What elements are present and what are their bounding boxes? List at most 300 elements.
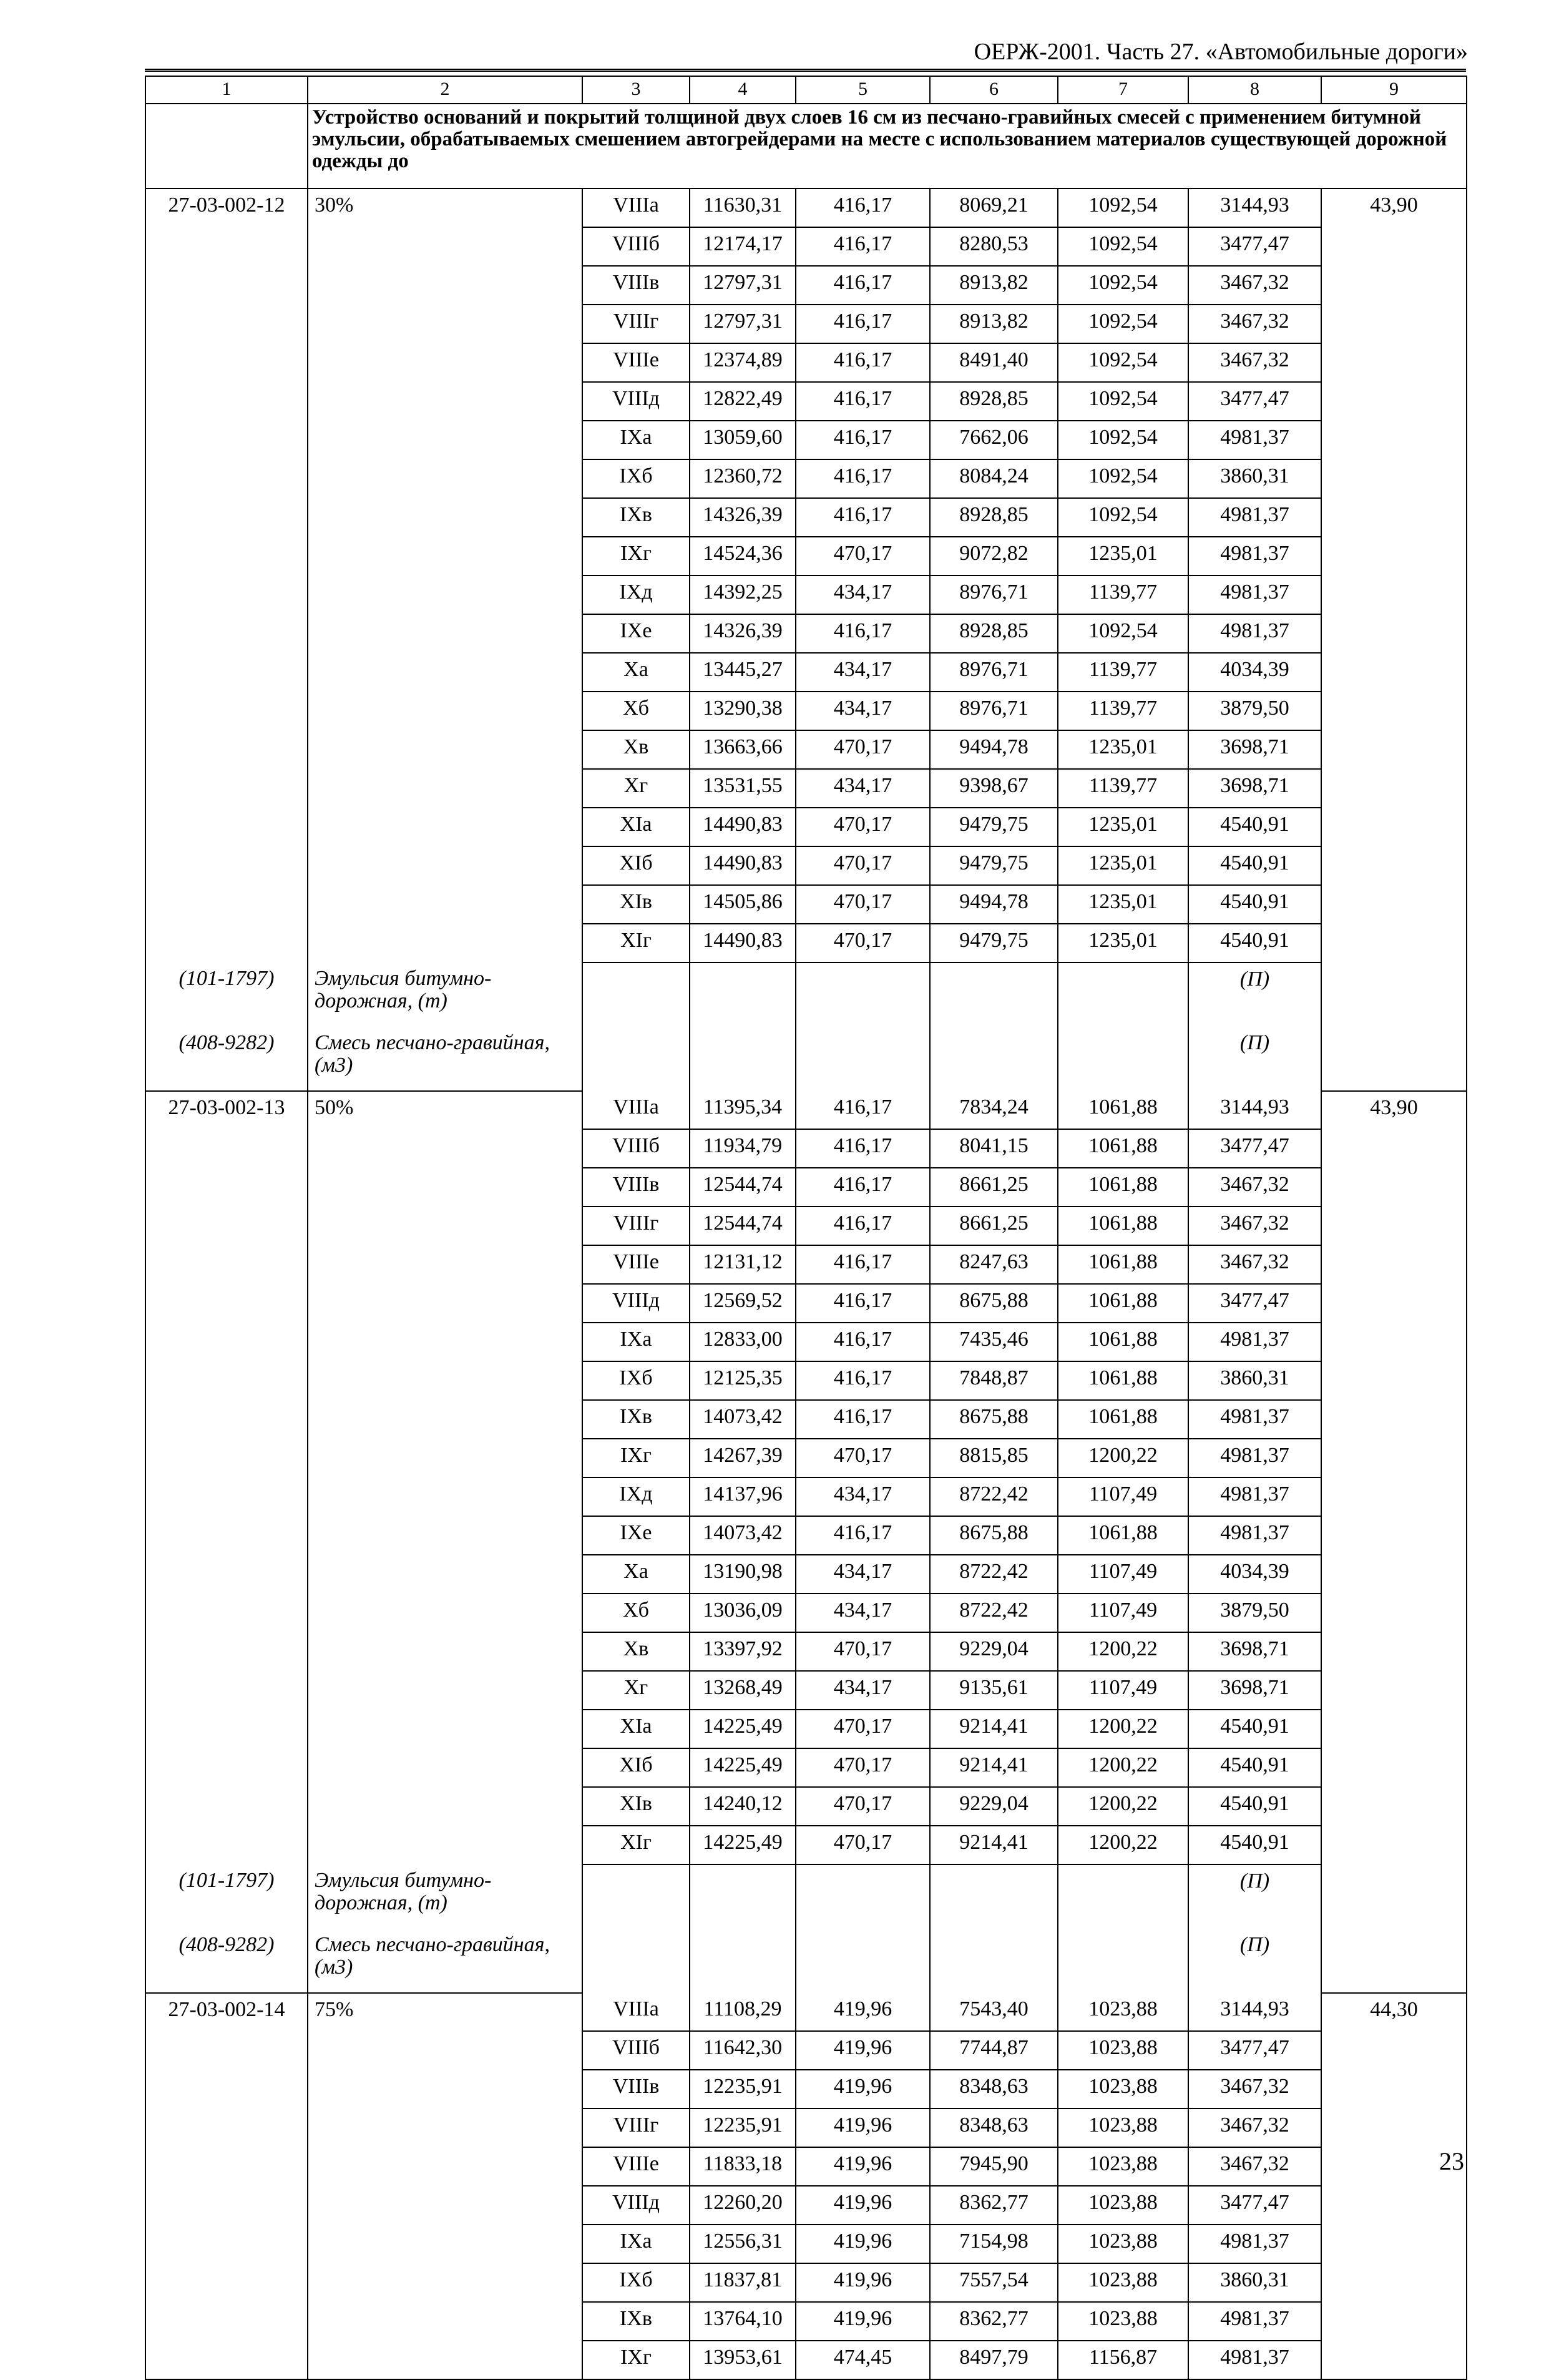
table-row [145, 459, 1467, 498]
empty-cell [308, 1439, 582, 1477]
materials-cost: 4034,39 [1188, 653, 1321, 692]
rate-code: 27-03-002-14 [145, 1993, 308, 2031]
empty-cell [145, 846, 308, 885]
empty-cell [308, 575, 582, 614]
worker-wages: 470,17 [796, 1787, 930, 1826]
machine-operation: 7543,40 [930, 1993, 1058, 2031]
region-code: VIIIб [582, 227, 690, 266]
total-cost: 12797,31 [690, 266, 796, 305]
empty-cell [145, 2263, 308, 2302]
materials-cost: 3144,93 [1188, 1091, 1321, 1129]
empty-cell [1321, 1284, 1467, 1323]
worker-wages: 416,17 [796, 1207, 930, 1245]
region-code: Xб [582, 692, 690, 730]
empty-cell [1321, 1129, 1467, 1168]
empty-cell [308, 653, 582, 692]
empty-cell [145, 459, 308, 498]
machinist-wages: 1061,88 [1058, 1091, 1188, 1129]
empty-cell [145, 2186, 308, 2225]
labor-hours: 44,30 [1321, 1993, 1467, 2031]
material-code: (101-1797) [145, 962, 308, 1027]
material-code: (101-1797) [145, 1864, 308, 1929]
region-code: VIIIа [582, 1091, 690, 1129]
worker-wages: 416,17 [796, 382, 930, 421]
empty-cell [1321, 1864, 1467, 1929]
materials-cost: 4540,91 [1188, 808, 1321, 846]
machinist-wages: 1023,88 [1058, 2186, 1188, 2225]
table-row [145, 227, 1467, 266]
empty-cell [145, 653, 308, 692]
total-cost: 12797,31 [690, 305, 796, 343]
materials-cost: 4981,37 [1188, 537, 1321, 575]
table-row [145, 808, 1467, 846]
material-name: Смесь песчано-гравийная, (м3) [308, 1929, 582, 1993]
material-name: Эмульсия битумно-дорожная, (т) [308, 962, 582, 1027]
empty-cell [308, 1168, 582, 1207]
empty-cell [145, 498, 308, 537]
region-code: IXе [582, 1516, 690, 1555]
worker-wages: 419,96 [796, 2108, 930, 2147]
machine-operation: 7744,87 [930, 2031, 1058, 2070]
region-code: XIв [582, 885, 690, 924]
region-code: Xг [582, 1671, 690, 1710]
empty-cell [1321, 1671, 1467, 1710]
worker-wages: 470,17 [796, 1826, 930, 1864]
machinist-wages: 1092,54 [1058, 189, 1188, 227]
machinist-wages: 1092,54 [1058, 421, 1188, 459]
empty-cell [308, 1400, 582, 1439]
total-cost: 14326,39 [690, 614, 796, 653]
worker-wages: 416,17 [796, 498, 930, 537]
table-row [145, 2341, 1467, 2379]
material-quantity: (П) [1188, 1864, 1321, 1929]
material-row [145, 962, 1467, 1027]
empty-cell [308, 1284, 582, 1323]
empty-cell [308, 498, 582, 537]
total-cost: 14490,83 [690, 808, 796, 846]
worker-wages: 416,17 [796, 1516, 930, 1555]
total-cost: 14137,96 [690, 1477, 796, 1516]
materials-cost: 3477,47 [1188, 1129, 1321, 1168]
machine-operation: 9494,78 [930, 730, 1058, 769]
empty-cell [1321, 1787, 1467, 1826]
empty-cell [145, 2302, 308, 2341]
column-number-row [145, 76, 1467, 104]
machine-operation: 7848,87 [930, 1361, 1058, 1400]
machinist-wages: 1235,01 [1058, 885, 1188, 924]
region-code: VIIIб [582, 2031, 690, 2070]
rate-name: 50% [308, 1091, 582, 1129]
empty-cell [145, 730, 308, 769]
region-code: IXб [582, 2263, 690, 2302]
table-row [145, 846, 1467, 885]
section-title-spacer [145, 104, 308, 189]
labor-hours: 43,90 [1321, 1091, 1467, 1129]
machinist-wages: 1023,88 [1058, 2147, 1188, 2186]
machine-operation: 8928,85 [930, 614, 1058, 653]
empty-cell [308, 2108, 582, 2147]
materials-cost: 3879,50 [1188, 1594, 1321, 1632]
empty-cell [582, 1027, 690, 1091]
empty-cell [308, 2070, 582, 2108]
region-code: VIIIв [582, 266, 690, 305]
total-cost: 14326,39 [690, 498, 796, 537]
column-number: 9 [1321, 76, 1467, 104]
labor-hours: 43,90 [1321, 189, 1467, 227]
empty-cell [1321, 2070, 1467, 2108]
empty-cell [145, 885, 308, 924]
machinist-wages: 1235,01 [1058, 537, 1188, 575]
empty-cell [308, 2302, 582, 2341]
materials-cost: 4981,37 [1188, 614, 1321, 653]
table-row [145, 692, 1467, 730]
machinist-wages: 1200,22 [1058, 1439, 1188, 1477]
column-number: 2 [308, 76, 582, 104]
empty-cell [145, 1671, 308, 1710]
region-code: Xв [582, 730, 690, 769]
material-quantity: (П) [1188, 1027, 1321, 1091]
worker-wages: 419,96 [796, 2302, 930, 2341]
worker-wages: 434,17 [796, 1555, 930, 1594]
empty-cell [145, 2070, 308, 2108]
empty-cell [1058, 1929, 1188, 1993]
materials-cost: 3144,93 [1188, 189, 1321, 227]
empty-cell [308, 1323, 582, 1361]
machinist-wages: 1023,88 [1058, 2302, 1188, 2341]
region-code: VIIIе [582, 2147, 690, 2186]
empty-cell [308, 459, 582, 498]
empty-cell [582, 962, 690, 1027]
region-code: XIа [582, 1710, 690, 1748]
empty-cell [145, 2341, 308, 2379]
machine-operation: 8491,40 [930, 343, 1058, 382]
empty-cell [308, 2341, 582, 2379]
empty-cell [308, 2031, 582, 2070]
empty-cell [308, 1361, 582, 1400]
empty-cell [145, 1323, 308, 1361]
region-code: Xв [582, 1632, 690, 1671]
machine-operation: 8722,42 [930, 1555, 1058, 1594]
empty-cell [145, 1748, 308, 1787]
machine-operation: 8661,25 [930, 1168, 1058, 1207]
total-cost: 14392,25 [690, 575, 796, 614]
worker-wages: 416,17 [796, 614, 930, 653]
machine-operation: 8815,85 [930, 1439, 1058, 1477]
empty-cell [145, 692, 308, 730]
machinist-wages: 1061,88 [1058, 1168, 1188, 1207]
empty-cell [308, 808, 582, 846]
worker-wages: 416,17 [796, 1400, 930, 1439]
empty-cell [145, 1632, 308, 1671]
materials-cost: 4981,37 [1188, 2302, 1321, 2341]
page-number: 23 [1439, 2147, 1464, 2175]
table-row [145, 614, 1467, 653]
machine-operation: 9229,04 [930, 1632, 1058, 1671]
worker-wages: 416,17 [796, 421, 930, 459]
machine-operation: 7557,54 [930, 2263, 1058, 2302]
region-code: VIIIб [582, 1129, 690, 1168]
table-row [145, 1091, 1467, 1129]
region-code: VIIIд [582, 382, 690, 421]
region-code: VIIIг [582, 2108, 690, 2147]
machine-operation: 8362,77 [930, 2186, 1058, 2225]
region-code: Xа [582, 1555, 690, 1594]
empty-cell [308, 614, 582, 653]
machine-operation: 9072,82 [930, 537, 1058, 575]
region-code: IXг [582, 2341, 690, 2379]
table-row [145, 1671, 1467, 1710]
empty-cell [145, 1555, 308, 1594]
total-cost: 12556,31 [690, 2225, 796, 2263]
machine-operation: 8280,53 [930, 227, 1058, 266]
worker-wages: 470,17 [796, 730, 930, 769]
region-code: XIв [582, 1787, 690, 1826]
section-title: Устройство оснований и покрытий толщиной двух слоев 16 см из песчано-гравийных смесей с применением битумной эмульсии, обрабатываемых смешением автогрейдерами на месте с использованием материалов существующей дорожной одежды до [308, 104, 1467, 189]
materials-cost: 3467,32 [1188, 1245, 1321, 1284]
machinist-wages: 1107,49 [1058, 1594, 1188, 1632]
region-code: IXв [582, 2302, 690, 2341]
empty-cell [1321, 2108, 1467, 2147]
total-cost: 12235,91 [690, 2070, 796, 2108]
worker-wages: 434,17 [796, 1671, 930, 1710]
empty-cell [308, 1245, 582, 1284]
machinist-wages: 1200,22 [1058, 1826, 1188, 1864]
machine-operation: 8913,82 [930, 305, 1058, 343]
materials-cost: 4540,91 [1188, 1787, 1321, 1826]
machinist-wages: 1092,54 [1058, 266, 1188, 305]
empty-cell [1321, 653, 1467, 692]
machinist-wages: 1139,77 [1058, 653, 1188, 692]
empty-cell [1321, 575, 1467, 614]
machinist-wages: 1107,49 [1058, 1671, 1188, 1710]
total-cost: 14267,39 [690, 1439, 796, 1477]
empty-cell [1321, 846, 1467, 885]
empty-cell [308, 1516, 582, 1555]
total-cost: 11630,31 [690, 189, 796, 227]
machine-operation: 9135,61 [930, 1671, 1058, 1710]
materials-cost: 3467,32 [1188, 305, 1321, 343]
table-row [145, 2302, 1467, 2341]
table-body [145, 76, 1467, 2379]
total-cost: 14073,42 [690, 1516, 796, 1555]
table-row [145, 2031, 1467, 2070]
empty-cell [1321, 305, 1467, 343]
worker-wages: 416,17 [796, 1129, 930, 1168]
materials-cost: 4981,37 [1188, 1516, 1321, 1555]
machinist-wages: 1061,88 [1058, 1207, 1188, 1245]
total-cost: 13059,60 [690, 421, 796, 459]
materials-cost: 3467,32 [1188, 266, 1321, 305]
total-cost: 14225,49 [690, 1826, 796, 1864]
worker-wages: 416,17 [796, 1091, 930, 1129]
table-row [145, 1826, 1467, 1864]
machinist-wages: 1023,88 [1058, 2263, 1188, 2302]
empty-cell [796, 1027, 930, 1091]
machinist-wages: 1092,54 [1058, 227, 1188, 266]
materials-cost: 4981,37 [1188, 2225, 1321, 2263]
empty-cell [308, 1710, 582, 1748]
total-cost: 12235,91 [690, 2108, 796, 2147]
materials-cost: 3467,32 [1188, 2108, 1321, 2147]
materials-cost: 4981,37 [1188, 1477, 1321, 1516]
empty-cell [1321, 1323, 1467, 1361]
materials-cost: 3698,71 [1188, 769, 1321, 808]
empty-cell [796, 1864, 930, 1929]
machinist-wages: 1023,88 [1058, 2225, 1188, 2263]
total-cost: 12833,00 [690, 1323, 796, 1361]
table-row [145, 885, 1467, 924]
machinist-wages: 1139,77 [1058, 769, 1188, 808]
empty-cell [308, 537, 582, 575]
worker-wages: 434,17 [796, 769, 930, 808]
empty-cell [582, 1929, 690, 1993]
empty-cell [308, 885, 582, 924]
table-row [145, 343, 1467, 382]
empty-cell [145, 575, 308, 614]
empty-cell [796, 1929, 930, 1993]
worker-wages: 416,17 [796, 227, 930, 266]
total-cost: 12544,74 [690, 1168, 796, 1207]
empty-cell [145, 421, 308, 459]
total-cost: 12822,49 [690, 382, 796, 421]
machinist-wages: 1200,22 [1058, 1787, 1188, 1826]
materials-cost: 4981,37 [1188, 2341, 1321, 2379]
materials-cost: 4981,37 [1188, 498, 1321, 537]
region-code: VIIIе [582, 343, 690, 382]
empty-cell [1058, 1864, 1188, 1929]
empty-cell [1321, 1027, 1467, 1091]
region-code: IXг [582, 537, 690, 575]
machinist-wages: 1092,54 [1058, 343, 1188, 382]
machine-operation: 8661,25 [930, 1207, 1058, 1245]
materials-cost: 4981,37 [1188, 1323, 1321, 1361]
worker-wages: 416,17 [796, 1284, 930, 1323]
worker-wages: 470,17 [796, 1710, 930, 1748]
empty-cell [796, 962, 930, 1027]
worker-wages: 419,96 [796, 2031, 930, 2070]
machinist-wages: 1200,22 [1058, 1632, 1188, 1671]
empty-cell [145, 2147, 308, 2186]
table-row [145, 2108, 1467, 2147]
table-row [145, 1787, 1467, 1826]
empty-cell [308, 2225, 582, 2263]
total-cost: 13036,09 [690, 1594, 796, 1632]
table-row [145, 2225, 1467, 2263]
empty-cell [145, 1207, 308, 1245]
total-cost: 13190,98 [690, 1555, 796, 1594]
machine-operation: 8362,77 [930, 2302, 1058, 2341]
empty-cell [308, 1555, 582, 1594]
table-row [145, 653, 1467, 692]
machinist-wages: 1139,77 [1058, 575, 1188, 614]
worker-wages: 470,17 [796, 885, 930, 924]
materials-cost: 4540,91 [1188, 885, 1321, 924]
region-code: IXа [582, 421, 690, 459]
empty-cell [308, 1787, 582, 1826]
machine-operation: 7834,24 [930, 1091, 1058, 1129]
table-row [145, 1516, 1467, 1555]
empty-cell [145, 614, 308, 653]
machine-operation: 8913,82 [930, 266, 1058, 305]
worker-wages: 416,17 [796, 343, 930, 382]
empty-cell [145, 1439, 308, 1477]
machine-operation: 7435,46 [930, 1323, 1058, 1361]
table-row [145, 2070, 1467, 2108]
table-row [145, 2147, 1467, 2186]
total-cost: 12174,17 [690, 227, 796, 266]
worker-wages: 416,17 [796, 1168, 930, 1207]
empty-cell [145, 1361, 308, 1400]
machine-operation: 8069,21 [930, 189, 1058, 227]
empty-cell [308, 421, 582, 459]
materials-cost: 3879,50 [1188, 692, 1321, 730]
worker-wages: 419,96 [796, 2147, 930, 2186]
region-code: IXд [582, 1477, 690, 1516]
region-code: IXд [582, 575, 690, 614]
machine-operation: 8675,88 [930, 1516, 1058, 1555]
empty-cell [308, 769, 582, 808]
total-cost: 12374,89 [690, 343, 796, 382]
empty-cell [1321, 343, 1467, 382]
empty-cell [1321, 1400, 1467, 1439]
region-code: IXб [582, 1361, 690, 1400]
table-row [145, 537, 1467, 575]
region-code: IXа [582, 2225, 690, 2263]
machine-operation: 9479,75 [930, 924, 1058, 962]
material-name: Эмульсия битумно-дорожная, (т) [308, 1864, 582, 1929]
table-row [145, 2263, 1467, 2302]
header-rule [145, 69, 1466, 72]
empty-cell [1321, 1748, 1467, 1787]
machinist-wages: 1107,49 [1058, 1477, 1188, 1516]
empty-cell [1321, 614, 1467, 653]
table-row [145, 1245, 1467, 1284]
empty-cell [308, 305, 582, 343]
empty-cell [308, 1594, 582, 1632]
machine-operation: 8976,71 [930, 692, 1058, 730]
empty-cell [1321, 2186, 1467, 2225]
table-row [145, 730, 1467, 769]
empty-cell [145, 808, 308, 846]
materials-cost: 4981,37 [1188, 575, 1321, 614]
column-number: 5 [796, 76, 930, 104]
machine-operation: 8348,63 [930, 2108, 1058, 2147]
machinist-wages: 1061,88 [1058, 1361, 1188, 1400]
empty-cell [145, 266, 308, 305]
machinist-wages: 1107,49 [1058, 1555, 1188, 1594]
total-cost: 12360,72 [690, 459, 796, 498]
worker-wages: 416,17 [796, 1245, 930, 1284]
table-row [145, 1439, 1467, 1477]
worker-wages: 474,45 [796, 2341, 930, 2379]
empty-cell [145, 1826, 308, 1864]
empty-cell [1321, 1826, 1467, 1864]
empty-cell [308, 2263, 582, 2302]
region-code: VIIIа [582, 189, 690, 227]
empty-cell [308, 692, 582, 730]
empty-cell [1321, 1632, 1467, 1671]
table-row [145, 1284, 1467, 1323]
materials-cost: 3698,71 [1188, 730, 1321, 769]
table-row [145, 1594, 1467, 1632]
empty-cell [308, 1632, 582, 1671]
column-number: 7 [1058, 76, 1188, 104]
region-code: IXг [582, 1439, 690, 1477]
table-row [145, 924, 1467, 962]
worker-wages: 470,17 [796, 537, 930, 575]
total-cost: 13397,92 [690, 1632, 796, 1671]
machine-operation: 8928,85 [930, 382, 1058, 421]
